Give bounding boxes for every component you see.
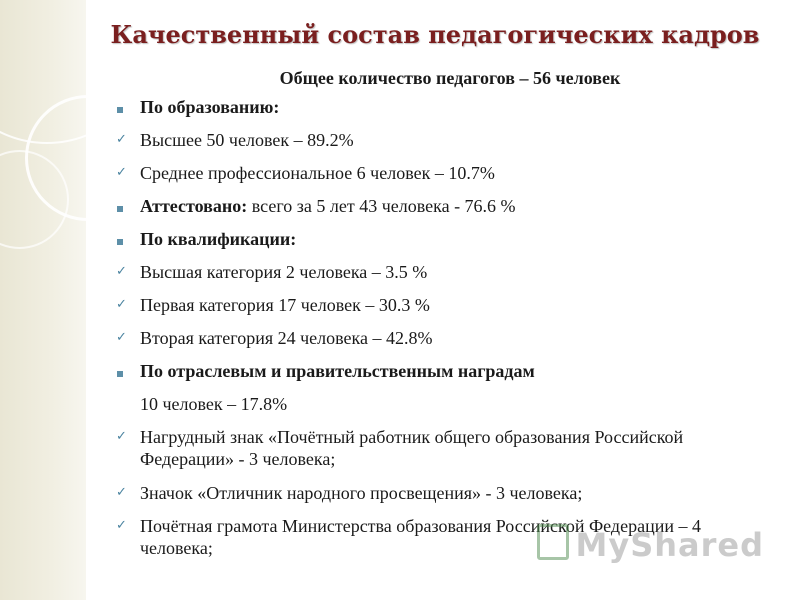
list-item-text: Вторая категория 24 человека – 42.8% — [140, 328, 433, 348]
list-item — [116, 228, 756, 250]
list-item — [116, 162, 756, 184]
square-bullet-icon — [116, 228, 134, 250]
checkmark-icon: ✓ — [116, 297, 127, 312]
list-item — [116, 393, 756, 415]
list-item-text: По отраслевым и правительственным наградам — [140, 361, 535, 381]
square-bullet-icon — [116, 96, 134, 118]
list-item — [116, 96, 756, 118]
slide-title: Качественный состав педагогических кадров — [110, 20, 760, 49]
list-item-text: 10 человек – 17.8% — [140, 394, 288, 414]
list-item-text: Первая категория 17 человек – 30.3 % — [140, 295, 430, 315]
list-item-text: Высшее 50 человек – 89.2% — [140, 130, 354, 150]
checkmark-icon: ✓ — [116, 330, 127, 345]
list-item — [116, 261, 756, 283]
decorative-left-band — [0, 0, 86, 600]
list-item-text: Нагрудный знак «Почётный работник общего образования Российской Федерации» - 3 человека; — [140, 427, 684, 469]
bullet-list — [116, 96, 756, 571]
checkmark-icon: ✓ — [116, 518, 127, 533]
checkmark-icon: ✓ — [116, 264, 127, 279]
list-item-text: Высшая категория 2 человека – 3.5 % — [140, 262, 428, 282]
list-item-text: Почётная грамота Министерства образования Российской Федерации – 4 человека; — [140, 516, 701, 558]
list-item — [116, 294, 756, 316]
list-item — [116, 195, 756, 217]
slide-subtitle: Общее количество педагогов – 56 человек — [279, 68, 621, 88]
checkmark-icon: ✓ — [116, 429, 127, 444]
list-item — [116, 360, 756, 382]
checkmark-icon: ✓ — [116, 165, 127, 180]
square-bullet-icon — [116, 360, 134, 382]
list-item — [116, 482, 756, 504]
list-item — [116, 129, 756, 151]
checkmark-icon: ✓ — [116, 132, 127, 147]
list-item — [116, 327, 756, 349]
checkmark-icon: ✓ — [116, 485, 127, 500]
list-item — [116, 426, 756, 470]
watermark-text: MyShared — [575, 526, 764, 564]
watermark-logo — [537, 524, 764, 564]
list-item-text: По образованию: — [140, 97, 280, 117]
square-bullet-icon — [116, 195, 134, 217]
list-item-text: всего за 5 лет 43 человека - 76.6 % — [247, 196, 516, 216]
list-item-text: Среднее профессиональное 6 человек – 10.7% — [140, 163, 495, 183]
list-item-bold-text: Аттестовано: — [140, 196, 248, 216]
list-item-text: Значок «Отличник народного просвещения» - 3 человека; — [140, 483, 583, 503]
list-item-text: По квалификации: — [140, 229, 297, 249]
presentation-icon — [537, 524, 569, 560]
